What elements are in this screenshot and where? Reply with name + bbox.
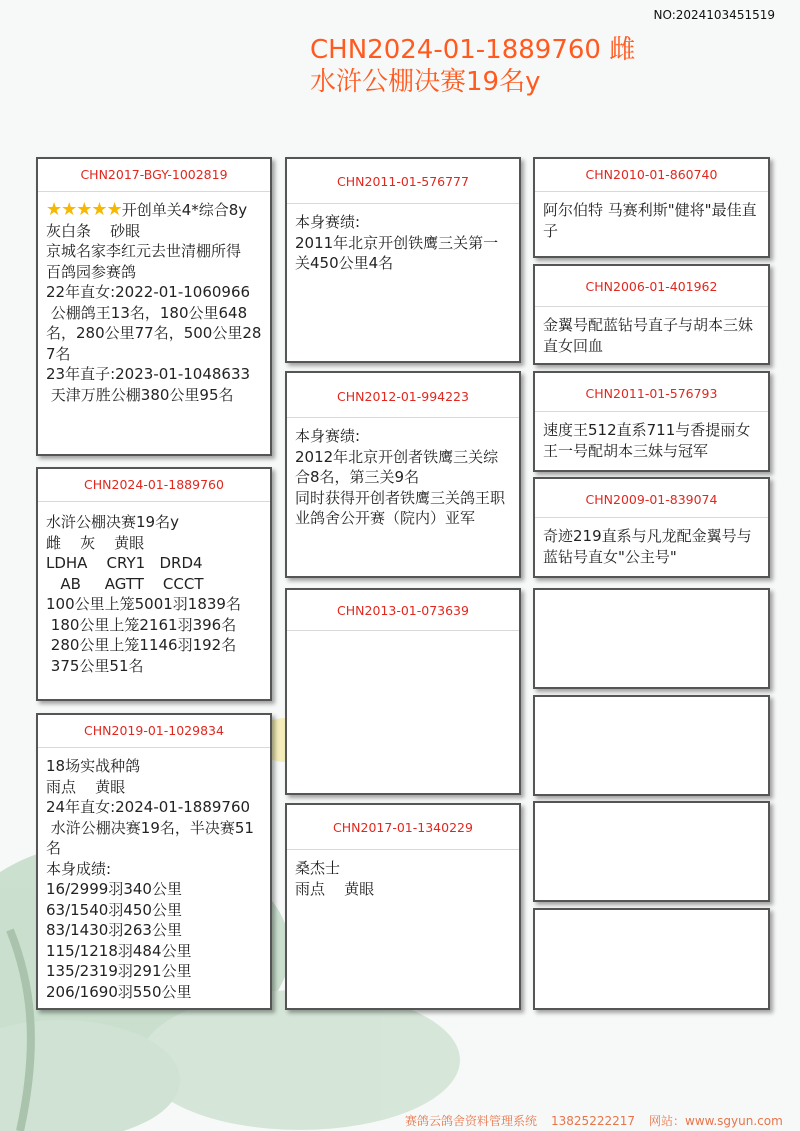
card-sdd-body: 奇迹219直系与凡龙配金翼号与蓝钻号直女"公主号" [543, 527, 752, 566]
card-dam-sire-ring: CHN2013-01-073639 [287, 590, 519, 631]
card-dam-sire [285, 588, 521, 795]
card-sds [533, 371, 770, 472]
star-rating-icon: ★★★★★ [46, 199, 122, 220]
card-sire-sire-body: 本身赛绩: 2011年北京开创铁鹰三关第一关450公里4名 [295, 213, 499, 272]
footer-site: 网站：www.sgyun.com [649, 1114, 783, 1128]
card-empty-4 [533, 908, 770, 1010]
card-sire-dam-ring: CHN2012-01-994223 [287, 373, 519, 418]
title-line-1: CHN2024-01-1889760 雌 [310, 35, 636, 65]
card-sss-ring: CHN2010-01-860740 [535, 159, 768, 192]
card-sire-dam [285, 371, 521, 578]
card-sdd-ring: CHN2009-01-839074 [535, 479, 768, 518]
footer [405, 1112, 797, 1129]
card-dam-dam [285, 803, 521, 1010]
title-line-2: 水浒公棚决赛19名y [310, 67, 541, 97]
card-subject-ring: CHN2024-01-1889760 [38, 469, 270, 502]
card-sdd [533, 477, 770, 578]
card-dam-body: 18场实战种鸽 雨点 黄眼 24年直女:2024-01-1889760 水浒公棚决赛19名，半决赛51名 本身成绩: 16/2999羽340公里 63/1540羽450公里 83/1430羽263公里 115/1218羽484公里 135/2319羽291公里 206/1690羽550公里 [46, 757, 254, 1001]
card-sire-dam-body: 本身赛绩: 2012年北京开创者铁鹰三关综合8名，第三关9名 同时获得开创者铁鹰三关鸽王职业鸽舍公开赛（院内）亚军 [295, 427, 506, 527]
card-dam-sire-body [287, 631, 519, 639]
card-subject [36, 467, 272, 701]
footer-system: 赛鸽云鸽舍资料管理系统 [405, 1114, 538, 1128]
card-dam-dam-ring: CHN2017-01-1340229 [287, 805, 519, 850]
card-sire-ring: CHN2017-BGY-1002819 [38, 159, 270, 192]
card-subject-body: 水浒公棚决赛19名y 雌 灰 黄眼 LDHA CRY1 DRD4 AB AGTT CCCT 100公里上笼5001羽1839名 180公里上笼2161羽396名 280公里上笼1146羽192名 375公里51名 [46, 513, 241, 675]
card-sss-body: 阿尔伯特 马赛利斯"健将"最佳直子 [543, 201, 757, 240]
page-title [310, 34, 790, 98]
card-dam [36, 713, 272, 1010]
card-dam-ring: CHN2019-01-1029834 [38, 715, 270, 748]
card-sire-sire-ring: CHN2011-01-576777 [287, 159, 519, 204]
card-sds-body: 速度王512直系711与香提丽女王一号配胡本三妹与冠军 [543, 421, 751, 460]
document-number: NO:2024103451519 [653, 8, 775, 22]
card-sire [36, 157, 272, 456]
card-ssd-body: 金翼号配蓝钻号直子与胡本三妹直女回血 [543, 316, 754, 355]
card-dam-dam-body: 桑杰士 雨点 黄眼 [295, 859, 375, 898]
card-empty-3 [533, 801, 770, 902]
footer-phone: 13825222217 [551, 1114, 635, 1128]
card-sire-sire [285, 157, 521, 363]
card-sire-body [38, 192, 270, 405]
card-sire-text: 开创单关4*综合8y 灰白条 砂眼 京城名家李红元去世清棚所得 百鸽园参赛鸽 22年直女:2022-01-1060966 公棚鸽王13名，180公里648名，280公里77名，500公里287名 23年直子:2023-01-1048633 天津万胜公棚380公里95名 [46, 201, 262, 404]
card-empty-2 [533, 695, 770, 796]
card-ssd [533, 264, 770, 365]
card-sss [533, 157, 770, 258]
card-empty-1 [533, 588, 770, 689]
card-ssd-ring: CHN2006-01-401962 [535, 266, 768, 307]
card-sds-ring: CHN2011-01-576793 [535, 373, 768, 412]
